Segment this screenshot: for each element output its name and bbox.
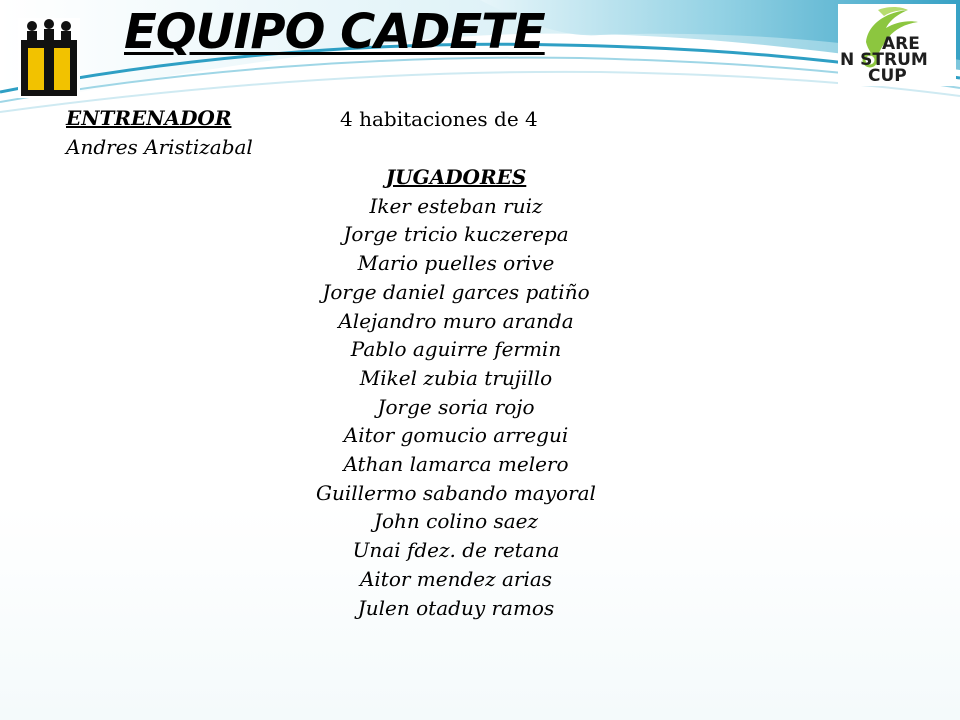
coach-name: Andres Aristizabal: [66, 135, 253, 159]
player-item: Aitor gomucio arregui: [343, 423, 569, 448]
player-item: Mikel zubia trujillo: [359, 365, 553, 390]
club-crest-logo: [18, 18, 80, 98]
players-list: [256, 192, 656, 623]
player-item: Mario puelles orive: [357, 251, 555, 276]
player-item: Jorge daniel garces patiño: [322, 279, 590, 304]
logo-text-line-2: N STRUM: [840, 50, 928, 70]
player-item: Athan lamarca melero: [343, 452, 569, 477]
rooms-info: 4 habitaciones de 4: [340, 107, 538, 131]
coach-heading: ENTRENADOR: [66, 106, 232, 130]
mare-nostrum-cup-logo: [838, 4, 956, 86]
player-item: Jorge tricio kuczerepa: [343, 222, 569, 247]
player-item: Unai fdez. de retana: [352, 538, 560, 563]
club-crest-icon: [18, 18, 80, 98]
logo-text-line-3: CUP: [868, 66, 907, 86]
player-item: Alejandro muro aranda: [338, 308, 574, 333]
player-item: Guillermo sabando mayoral: [316, 480, 596, 505]
players-section: [256, 163, 656, 622]
logo-text-line-1: ARE: [882, 34, 920, 54]
player-item: Jorge soria rojo: [377, 394, 535, 419]
player-item: Iker esteban ruiz: [369, 193, 543, 218]
player-item: Pablo aguirre fermin: [350, 337, 562, 362]
player-item: John colino saez: [373, 509, 539, 534]
page-title: EQUIPO CADETE: [124, 4, 545, 60]
player-item: Julen otaduy ramos: [357, 595, 555, 620]
players-heading: JUGADORES: [385, 165, 527, 189]
player-item: Aitor mendez arias: [359, 566, 553, 591]
